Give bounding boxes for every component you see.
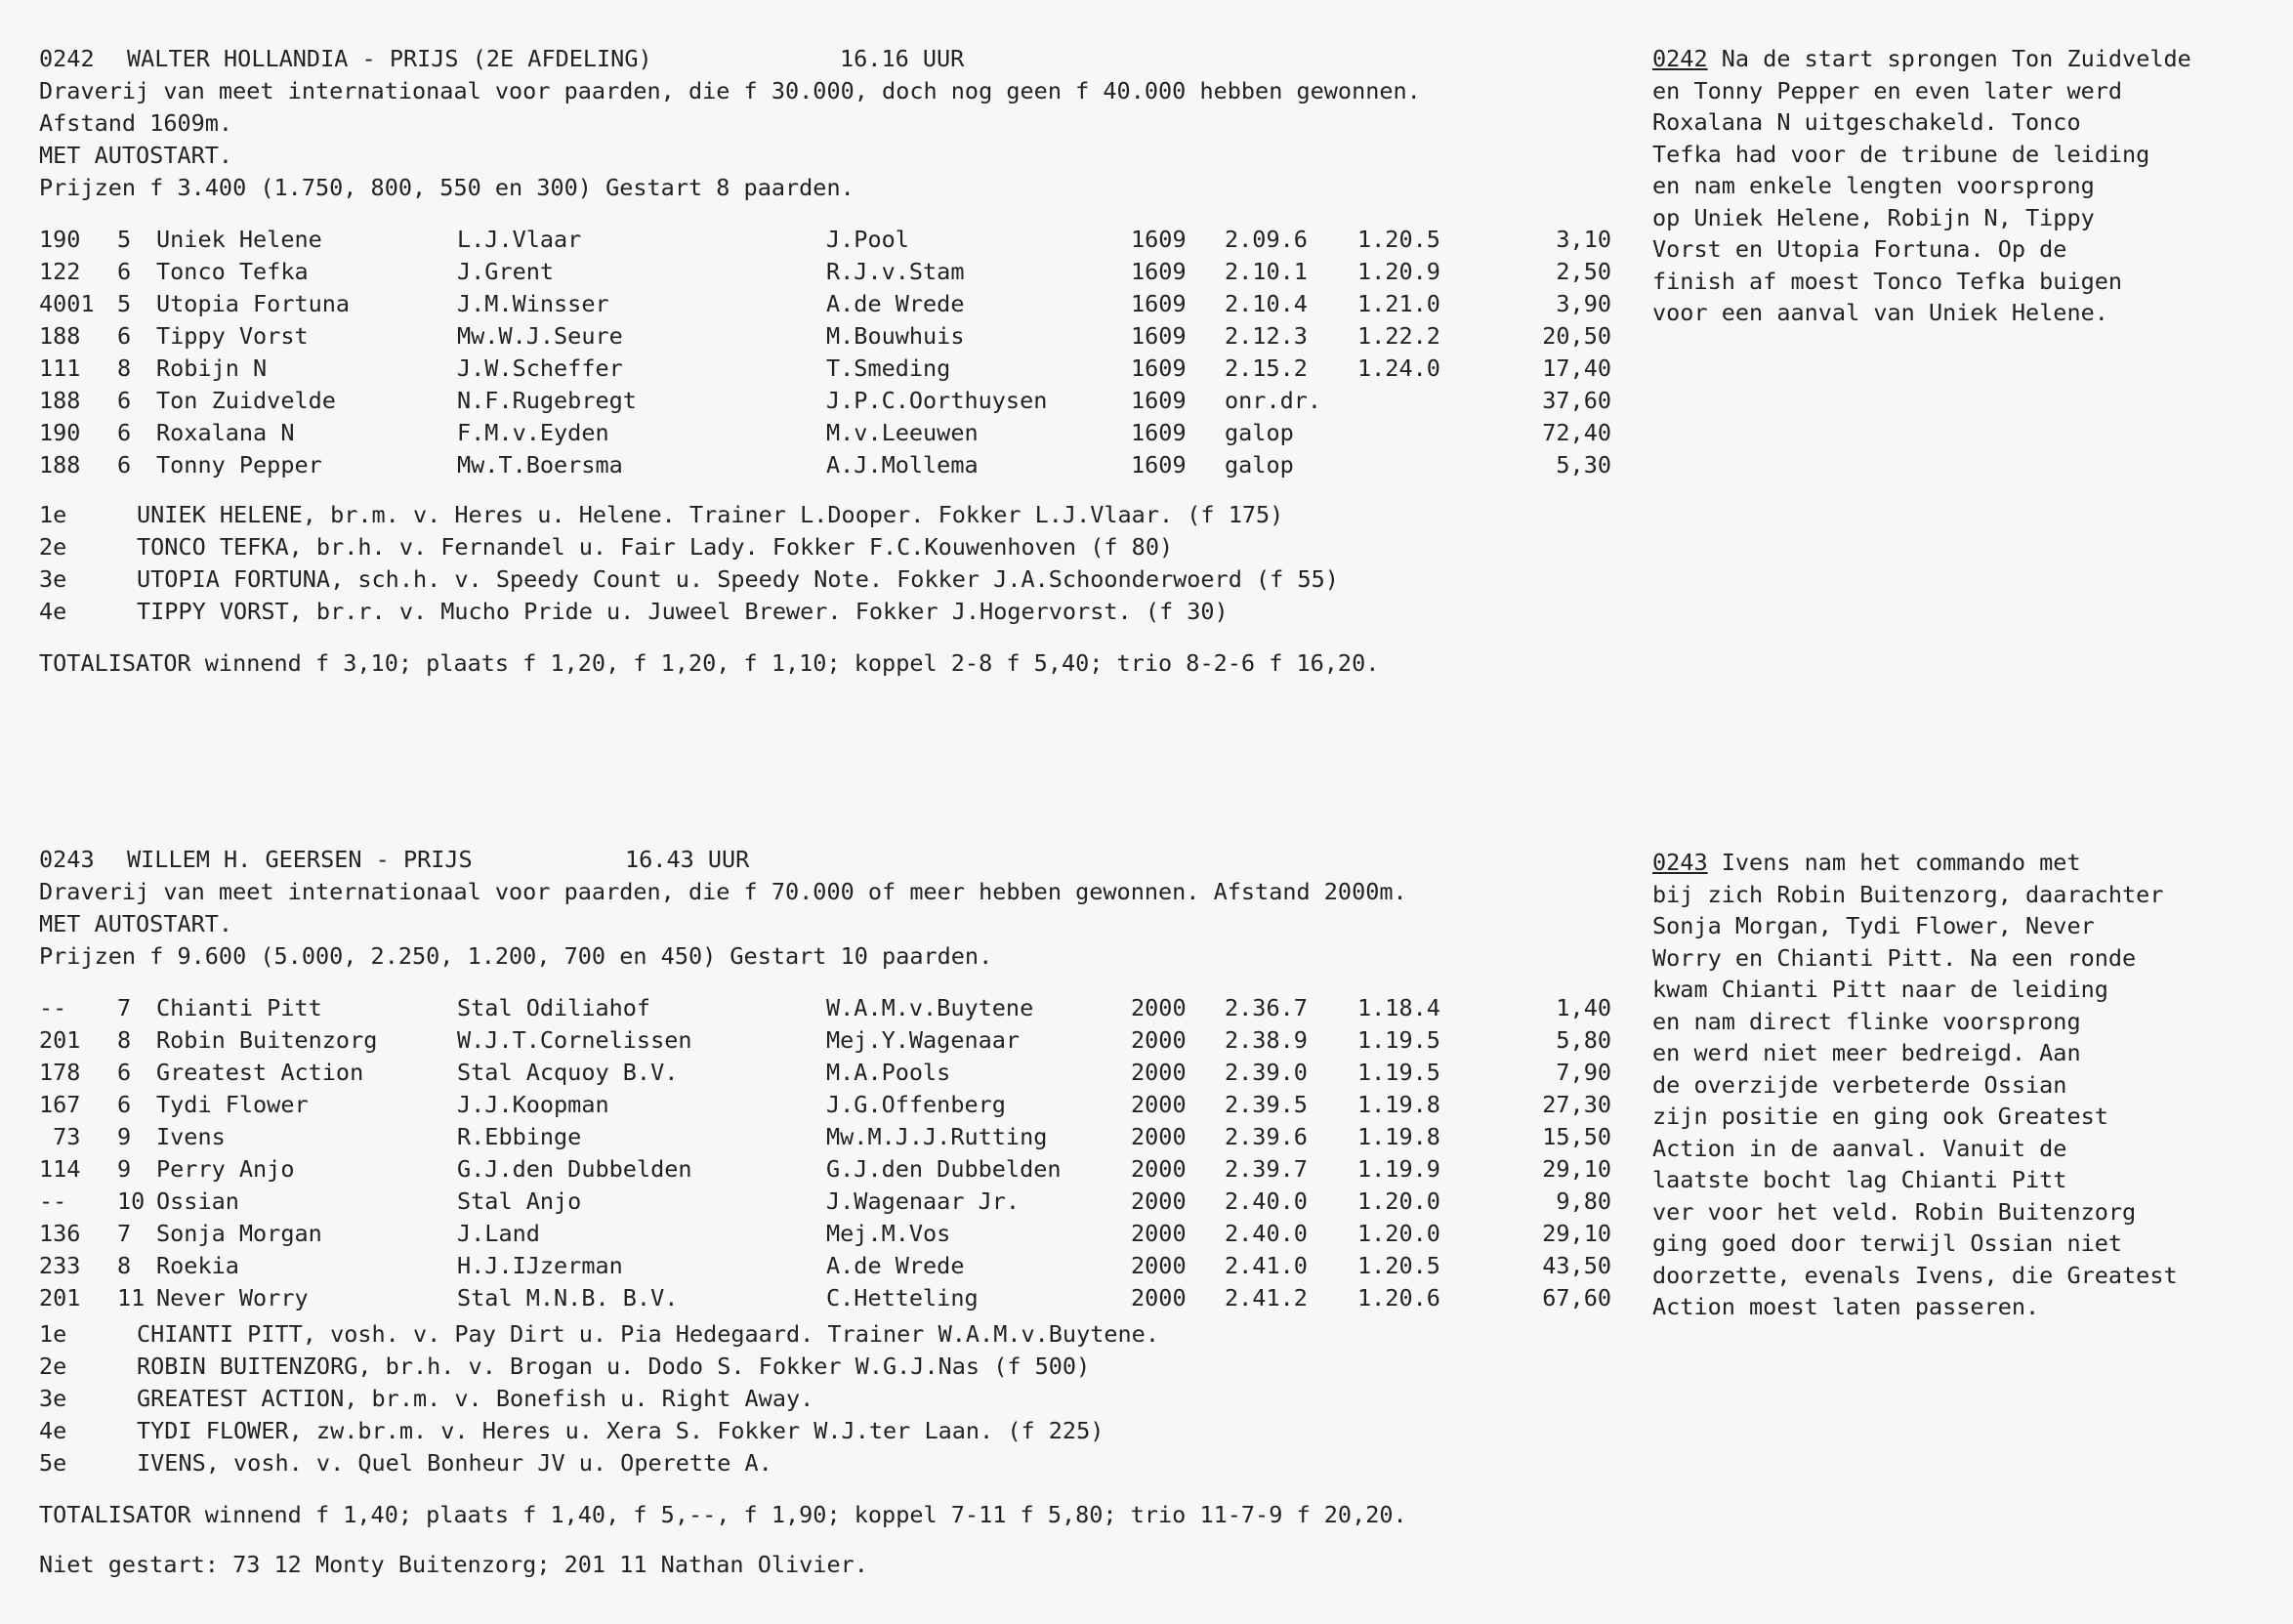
table-row: 190 6 Roxalana N F.M.v.Eyden M.v.Leeuwen 1609 galop 72,40 <box>39 419 1611 446</box>
placings-list <box>39 1318 1641 1479</box>
comment-line: kwam Chianti Pitt naar de leiding <box>1652 976 2108 1003</box>
race-start-type: MET AUTOSTART. <box>39 910 233 937</box>
table-row: 201 8 Robin Buitenzorg W.J.T.Cornelissen Mej.Y.Wagenaar 2000 2.38.9 1.19.5 5,80 <box>39 1026 1611 1054</box>
list-item: 1e UNIEK HELENE, br.m. v. Heres u. Helene. Trainer L.Dooper. Fokker L.J.Vlaar. (f 175) <box>39 501 1284 528</box>
table-row: 167 6 Tydi Flower J.J.Koopman J.G.Offenberg 2000 2.39.5 1.19.8 27,30 <box>39 1091 1611 1118</box>
table-row: -- 7 Chianti Pitt Stal Odiliahof W.A.M.v.Buytene 2000 2.36.7 1.18.4 1,40 <box>39 994 1611 1021</box>
comment-line: Vorst en Utopia Fortuna. Op de <box>1652 235 2067 263</box>
comment-line: en werd niet meer bedreigd. Aan <box>1652 1039 2081 1066</box>
comment-line: Sonja Morgan, Tydi Flower, Never <box>1652 912 2095 939</box>
table-row: -- 10 Ossian Stal Anjo J.Wagenaar Jr. 2000 2.40.0 1.20.0 9,80 <box>39 1187 1611 1215</box>
table-row: 188 6 Ton Zuidvelde N.F.Rugebregt J.P.C.Oorthuysen 1609 onr.dr. 37,60 <box>39 387 1611 414</box>
comment-line: laatste bocht lag Chianti Pitt <box>1652 1166 2067 1193</box>
race-prizes: Prijzen f 9.600 (5.000, 2.250, 1.200, 700 en 450) Gestart 10 paarden. <box>39 942 993 970</box>
comment-line: Roxalana N uitgeschakeld. Tonco <box>1652 108 2081 136</box>
comment-line: en Tonny Pepper en even later werd <box>1652 76 2123 104</box>
race-0243 <box>39 844 1641 1581</box>
list-item: 3e GREATEST ACTION, br.m. v. Bonefish u. Right Away. <box>39 1385 814 1412</box>
totalisator: TOTALISATOR winnend f 3,10; plaats f 1,20, f 1,20, f 1,10; koppel 2-8 f 5,40; trio 8-2-6 f 16,20. <box>39 649 1380 677</box>
comment-line: zijn positie en ging ook Greatest <box>1652 1103 2108 1130</box>
race-title: WILLEM H. GEERSEN - PRIJS <box>127 846 473 873</box>
table-row: 111 8 Robijn N J.W.Scheffer T.Smeding 1609 2.15.2 1.24.0 17,40 <box>39 354 1611 382</box>
comment-code: 0243 <box>1652 849 1708 876</box>
results-table <box>39 224 1641 481</box>
table-row: 201 11 Never Worry Stal M.N.B. B.V. C.Hetteling 2000 2.41.2 1.20.6 67,60 <box>39 1284 1611 1312</box>
table-row: 188 6 Tonny Pepper Mw.T.Boersma A.J.Mollema 1609 galop 5,30 <box>39 451 1611 479</box>
table-row: 4001 5 Utopia Fortuna J.M.Winsser A.de Wrede 1609 2.10.4 1.21.0 3,90 <box>39 290 1611 317</box>
list-item: 4e TYDI FLOWER, zw.br.m. v. Heres u. Xera S. Fokker W.J.ter Laan. (f 225) <box>39 1417 1105 1444</box>
comment-line: Action moest laten passeren. <box>1652 1293 2040 1320</box>
table-row: 188 6 Tippy Vorst Mw.W.J.Seure M.Bouwhuis 1609 2.12.3 1.22.2 20,50 <box>39 322 1611 350</box>
comment-line: ging goed door terwijl Ossian niet <box>1652 1229 2123 1257</box>
comment-line: de overzijde verbeterde Ossian <box>1652 1070 2067 1099</box>
race-title: WALTER HOLLANDIA - PRIJS (2E AFDELING) <box>127 45 652 72</box>
not-started: Niet gestart: 73 12 Monty Buitenzorg; 201 11 Nathan Olivier. <box>39 1551 868 1578</box>
race-code: 0242 <box>39 45 95 72</box>
list-item: 4e TIPPY VORST, br.r. v. Mucho Pride u. Juweel Brewer. Fokker J.Hogervorst. (f 30) <box>39 598 1229 625</box>
comment-line: Tefka had voor de tribune de leiding <box>1652 140 2150 168</box>
list-item: 3e UTOPIA FORTUNA, sch.h. v. Speedy Count u. Speedy Note. Fokker J.A.Schoonderwoerd (f 55) <box>39 565 1339 593</box>
comment-line: op Uniek Helene, Robijn N, Tippy <box>1652 203 2095 231</box>
totalisator: TOTALISATOR winnend f 1,40; plaats f 1,40, f 5,--, f 1,90; koppel 7-11 f 5,80; trio 11-7-9 f 20,20. <box>39 1501 1407 1528</box>
race-time: 16.43 UUR <box>625 846 750 873</box>
table-row: 136 7 Sonja Morgan J.Land Mej.M.Vos 2000 2.40.0 1.20.0 29,10 <box>39 1220 1611 1247</box>
race-header <box>39 844 1641 876</box>
list-item: 2e TONCO TEFKA, br.h. v. Fernandel u. Fair Lady. Fokker F.C.Kouwenhoven (f 80) <box>39 533 1174 561</box>
table-row: 190 5 Uniek Helene L.J.Vlaar J.Pool 1609 2.09.6 1.20.5 3,10 <box>39 226 1611 253</box>
list-item: 5e IVENS, vosh. v. Quel Bonheur JV u. Operette A. <box>39 1449 772 1477</box>
race-comment-0243: 0243 Ivens nam het commando met bij zich Robin Buitenzorg, daarachter Sonja Morgan, Tydi Flower, Never Worry en Chianti Pitt. Na een ronde kwam Chianti Pitt naar de leiding en nam direct flinke voorsprong en werd niet meer bedreigd. Aan de overzijde verbeterde Ossian zijn positie en ging ook Greatest Action in de aanval. Vanuit de laatste bocht lag Chianti Pitt ver voor het veld. Robin Buitenzorg ging goed door terwijl Ossian niet doorzette, evenals Ivens, die Greatest Action moest laten passeren. <box>1652 847 2277 1323</box>
race-description: Draverij van meet internationaal voor paarden, die f 70.000 of meer hebben gewonnen. Afstand 2000m. <box>39 878 1407 905</box>
comment-line: Worry en Chianti Pitt. Na een ronde <box>1652 943 2137 972</box>
comment-line: Action in de aanval. Vanuit de <box>1652 1134 2067 1162</box>
table-row: 122 6 Tonco Tefka J.Grent R.J.v.Stam 1609 2.10.1 1.20.9 2,50 <box>39 258 1611 285</box>
placings-list <box>39 499 1641 628</box>
list-item: 2e ROBIN BUITENZORG, br.h. v. Brogan u. Dodo S. Fokker W.G.J.Nas (f 500) <box>39 1353 1091 1380</box>
table-row: 114 9 Perry Anjo G.J.den Dubbelden G.J.den Dubbelden 2000 2.39.7 1.19.9 29,10 <box>39 1155 1611 1183</box>
comment-line: finish af moest Tonco Tefka buigen <box>1652 267 2123 295</box>
race-header <box>39 43 1641 75</box>
race-description: Draverij van meet internationaal voor paarden, die f 30.000, doch nog geen f 40.000 hebben gewonnen. <box>39 77 1421 104</box>
table-row: 178 6 Greatest Action Stal Acquoy B.V. M.A.Pools 2000 2.39.0 1.19.5 7,90 <box>39 1059 1611 1086</box>
race-0242 <box>39 43 1641 680</box>
list-item: 1e CHIANTI PITT, vosh. v. Pay Dirt u. Pia Hedegaard. Trainer W.A.M.v.Buytene. <box>39 1320 1159 1348</box>
comment-line: voor een aanval van Uniek Helene. <box>1652 299 2108 326</box>
race-time: 16.16 UUR <box>840 45 965 72</box>
race-prizes: Prijzen f 3.400 (1.750, 800, 550 en 300) Gestart 8 paarden. <box>39 174 855 201</box>
comment-line: ver voor het veld. Robin Buitenzorg <box>1652 1197 2137 1226</box>
race-start-type: MET AUTOSTART. <box>39 142 233 169</box>
results-table <box>39 992 1641 1314</box>
race-distance: Afstand 1609m. <box>39 109 233 137</box>
comment-line: doorzette, evenals Ivens, die Greatest <box>1652 1261 2178 1289</box>
race-comment-0242: 0242 Na de start sprongen Ton Zuidvelde en Tonny Pepper en even later werd Roxalana N uitgeschakeld. Tonco Tefka had voor de tribune de leiding en nam enkele lengten voorsprong op Uniek Helene, Robijn N, Tippy Vorst en Utopia Fortuna. Op de finish af moest Tonco Tefka buigen voor een aanval van Uniek Helene. <box>1652 43 2277 329</box>
table-row: 73 9 Ivens R.Ebbinge Mw.M.J.J.Rutting 2000 2.39.6 1.19.8 15,50 <box>39 1123 1611 1150</box>
comment-code: 0242 <box>1652 45 1708 72</box>
comment-line: en nam enkele lengten voorsprong <box>1652 172 2095 199</box>
race-code: 0243 <box>39 846 95 873</box>
comment-line: bij zich Robin Buitenzorg, daarachter <box>1652 880 2164 908</box>
comment-line: en nam direct flinke voorsprong <box>1652 1007 2081 1035</box>
table-row: 233 8 Roekia H.J.IJzerman A.de Wrede 2000 2.41.0 1.20.5 43,50 <box>39 1252 1611 1279</box>
